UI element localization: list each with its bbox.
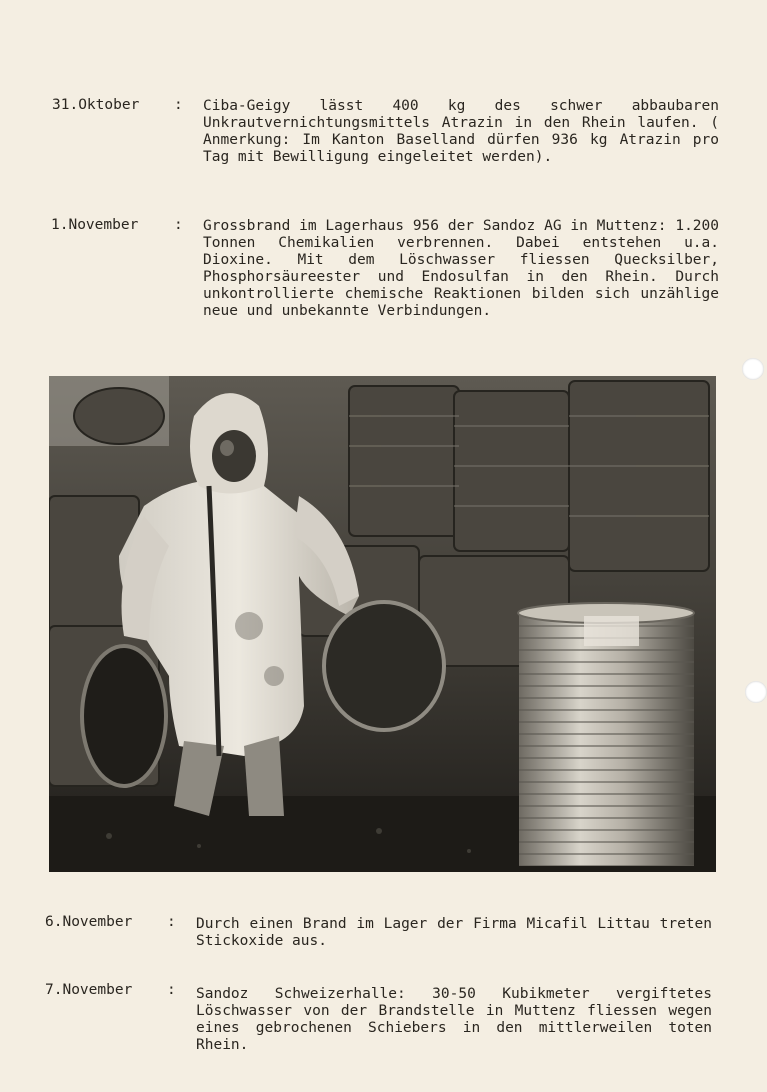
entry-date: 6.November <box>45 914 133 930</box>
entry-separator: : <box>167 914 176 930</box>
entry-date: 1.November <box>51 217 139 233</box>
barrel <box>518 603 694 866</box>
entry-date: 31.Oktober <box>52 97 140 113</box>
entry-text: Durch einen Brand im Lager der Firma Micafil Littau treten Stickoxide aus. <box>196 916 712 949</box>
entry-text: Sandoz Schweizerhalle: 30-50 Kubikmeter vergiftetes Löschwasser von der Brandstelle in Muttenz fliessen wegen eines gebrochenen Schiebers in den mittlerweilen toten Rhein. <box>196 986 712 1053</box>
photo-hazmat-worker <box>49 376 716 872</box>
entry-separator: : <box>167 982 176 998</box>
entry-separator: : <box>174 97 183 113</box>
entry-text: Grossbrand im Lagerhaus 956 der Sandoz AG in Muttenz: 1.200 Tonnen Chemikalien verbrennen. Dabei entstehen u.a. Dioxine. Mit dem Löschwasser fliessen Quecksilber, Phosphorsäureester und Endosulfan in den Rhein. Durch unkontrollierte chemische Reaktionen bilden sich unzählige neue und unbekannte Verbindungen. <box>203 218 719 319</box>
punch-hole-bottom <box>745 681 767 703</box>
entry-separator: : <box>174 217 183 233</box>
punch-hole-top <box>742 358 764 380</box>
entry-text: Ciba-Geigy lässt 400 kg des schwer abbaubaren Unkrautvernichtungsmittels Atrazin in den Rhein laufen. ( Anmerkung: Im Kanton Baselland dürfen 936 kg Atrazin pro Tag mit Bewilligung eingeleitet werden). <box>203 98 719 165</box>
entry-date: 7.November <box>45 982 133 998</box>
photo-illustration <box>49 376 716 872</box>
